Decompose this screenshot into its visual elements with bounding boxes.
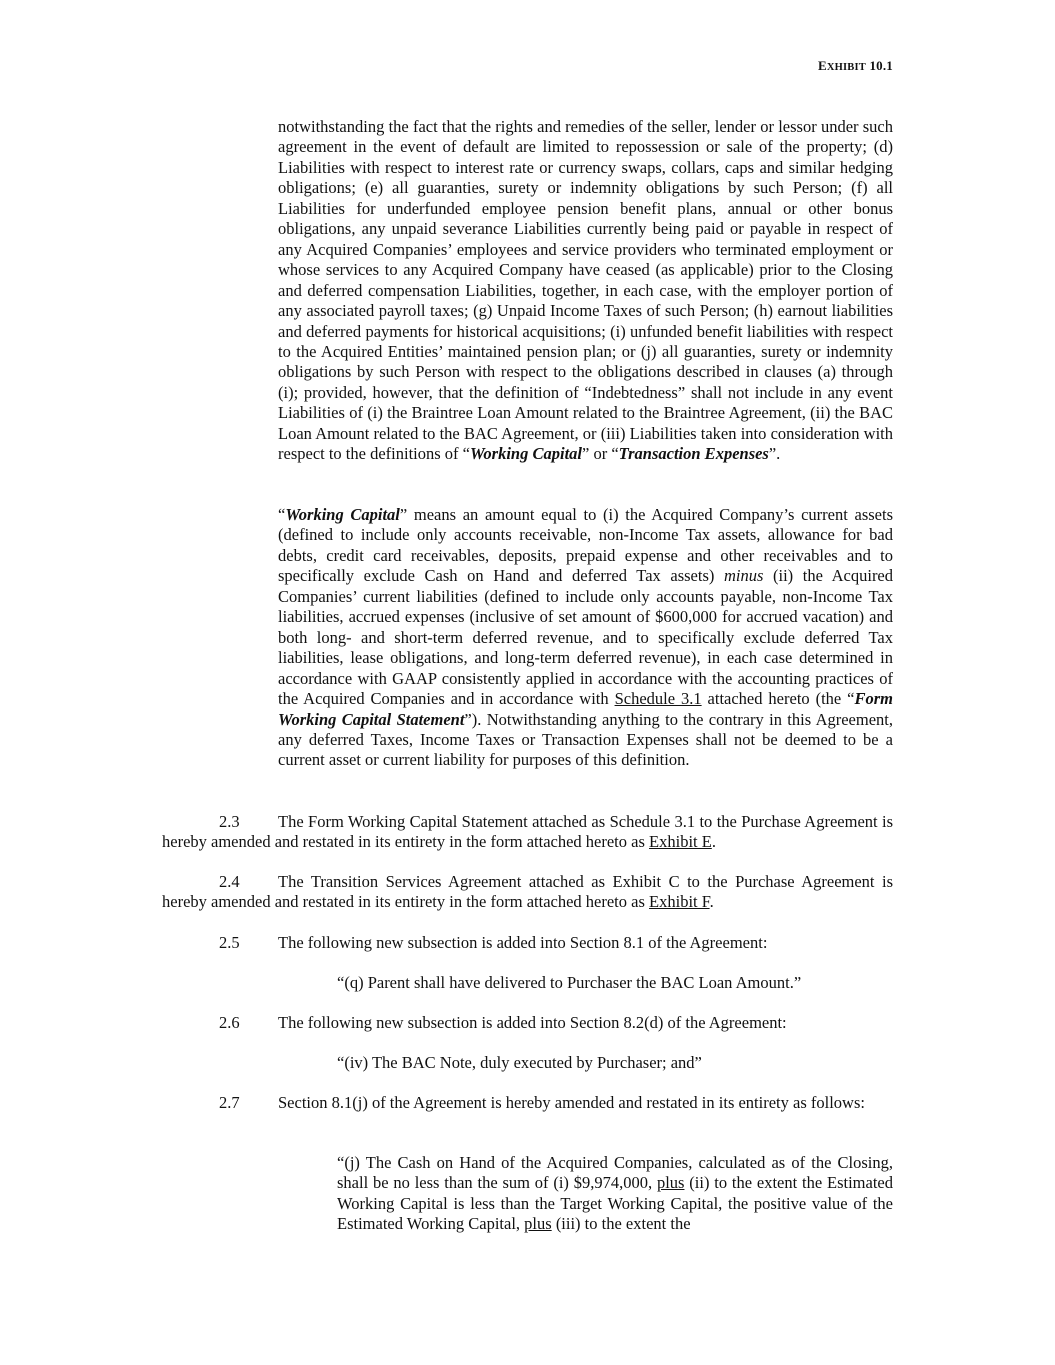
section-2-7-quote: “(j) The Cash on Hand of the Acquired Companies, calculated as of the Closing, shall be no less than the sum of (i) $9,974,000, plus (ii) to the extent the Estimated Working Capital is less than the Target Working Capital, the positive value of the Estimated Working Capital, plus (iii) to the extent the: [337, 1153, 893, 1234]
exhibit-f-reference: Exhibit F: [649, 892, 710, 912]
working-capital-definition: “Working Capital” means an amount equal to (i) the Acquired Company’s current assets (defined to include only accounts receivable, non-Income Tax assets, allowance for bad debts, credit card receivables, deposits, prepaid expense and other receivables and to specifically exclude Cash on Hand and deferred Tax assets) minus (ii) the Acquired Companies’ current liabilities (defined to include only accounts payable, non-Income Tax liabilities, accrued expenses (inclusive of set amount of $600,000 for accrued vacation) and both long- and short-term deferred revenue, and to specifically exclude deferred Tax liabilities, lease obligations, and long-term deferred revenue), in each case determined in accordance with GAAP consistently applied in accordance with the accounting practices of the Acquired Companies and in accordance with Schedule 3.1 attached hereto (the “Form Working Capital Statement”). Notwithstanding anything to the contrary in this Agreement, any deferred Taxes, Income Taxes or Transaction Expenses shall not be deemed to be a current asset or current liability for purposes of this definition.: [278, 505, 894, 770]
section-2-6: 2.6 The following new subsection is added into Section 8.2(d) of the Agreement:: [162, 1013, 893, 1033]
section-2-5: 2.5 The following new subsection is added into Section 8.1 of the Agreement:: [162, 933, 893, 953]
exhibit-number: 10.1: [869, 58, 893, 73]
plus-underlined: plus: [656, 1173, 685, 1193]
exhibit-label-rest: XHIBIT: [826, 62, 866, 73]
section-number: 2.5: [219, 933, 240, 952]
exhibit-e-reference: Exhibit E: [649, 832, 712, 852]
section-number: 2.6: [219, 1013, 240, 1032]
defined-term-working-capital: Working Capital: [285, 505, 400, 524]
section-2-5-quote: “(q) Parent shall have delivered to Purchaser the BAC Loan Amount.”: [337, 973, 802, 992]
defined-term-working-capital: Working Capital: [469, 444, 582, 464]
section-number: 2.3: [219, 812, 240, 831]
section-2-6-quote: “(iv) The BAC Note, duly executed by Purchaser; and”: [337, 1053, 702, 1072]
section-2-7: 2.7 Section 8.1(j) of the Agreement is hereby amended and restated in its entirety as follows:: [162, 1093, 893, 1113]
defined-term-form-working-capital-statement: Form Working Capital Statement: [278, 689, 894, 729]
exhibit-label-prefix: E: [817, 58, 827, 73]
section-number: 2.4: [219, 872, 240, 891]
section-2-4: 2.4 The Transition Services Agreement attached as Exhibit C to the Purchase Agreement is hereby amended and restated in its entirety in the form attached hereto as Exhibit F.: [162, 872, 893, 912]
schedule-3-1-reference: Schedule 3.1: [614, 689, 702, 709]
plus-underlined: plus: [524, 1214, 552, 1234]
section-number: 2.7: [219, 1093, 240, 1112]
section-2-3: 2.3 The Form Working Capital Statement attached as Schedule 3.1 to the Purchase Agreement is hereby amended and restated in its entirety in the form attached hereto as Exhibit E.: [162, 812, 893, 852]
defined-term-transaction-expenses: Transaction Expenses: [618, 444, 769, 464]
exhibit-label: [818, 58, 893, 74]
indebtedness-continuation-paragraph: notwithstanding the fact that the rights and remedies of the seller, lender or lessor under such agreement in the event of default are limited to repossession or sale of the property; (d) Liabilities with respect to interest rate or currency swaps, collars, caps and similar hedging obligations; (e) all guaranties, surety or indemnity obligations by such Person; (f) all Liabilities for underfunded employee pension benefit plans, annual or other bonus obligations, any unpaid severance Liabilities currently being paid or payable in respect of any Acquired Companies’ employees and service providers who terminated employment or whose services to any Acquired Company have ceased (as applicable) prior to the Closing and deferred compensation Liabilities, together, in each case, with the employer portion of any associated payroll taxes; (g) Unpaid Income Taxes of such Person; (h) earnout liabilities and deferred payments for historical acquisitions; (i) unfunded benefit liabilities with respect to the Acquired Entities’ maintained pension plan; or (j) all guaranties, surety or indemnity obligations by such Person with respect to the obligations described in clauses (a) through (i); provided, however, that the definition of “Indebtedness” shall not include in any event Liabilities of (i) the Braintree Loan Amount related to the Braintree Agreement, (ii) the BAC Loan Amount related to the BAC Agreement, or (iii) Liabilities taken into consideration with respect to the definitions of “Working Capital” or “Transaction Expenses”.: [278, 117, 893, 464]
minus-italic: minus: [723, 566, 764, 586]
